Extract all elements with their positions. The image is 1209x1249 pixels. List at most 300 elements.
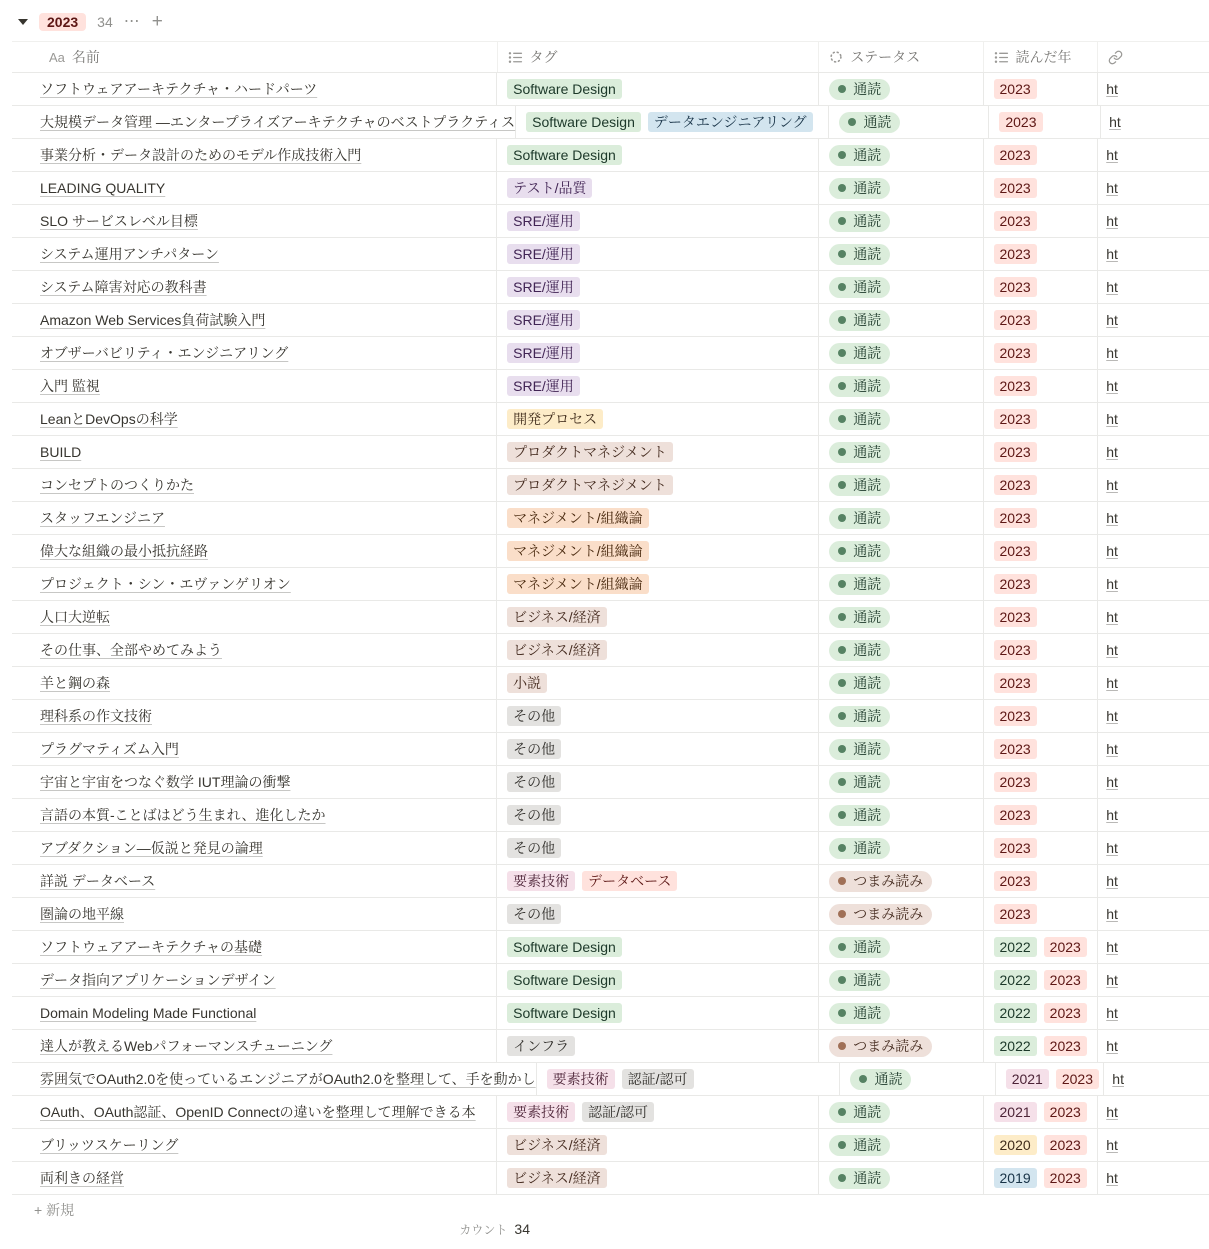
url-link[interactable]: ht xyxy=(1106,279,1118,295)
url-cell[interactable] xyxy=(1098,997,1209,1029)
url-link[interactable]: ht xyxy=(1106,477,1118,493)
year-cell[interactable] xyxy=(984,469,1099,501)
table-row[interactable] xyxy=(12,370,1209,403)
url-cell[interactable] xyxy=(1098,304,1209,336)
year-pill: 2023 xyxy=(994,244,1037,264)
status-pill xyxy=(829,904,932,925)
url-link[interactable]: ht xyxy=(1106,972,1118,988)
column-header-year[interactable] xyxy=(984,42,1099,72)
url-cell[interactable] xyxy=(1098,865,1209,897)
url-cell[interactable] xyxy=(1098,271,1209,303)
year-cell[interactable] xyxy=(984,931,1099,963)
status-cell[interactable] xyxy=(819,601,983,633)
table-row[interactable] xyxy=(12,469,1209,502)
name-cell[interactable] xyxy=(12,1063,537,1095)
table-row[interactable] xyxy=(12,271,1209,304)
tag-pill: データベース xyxy=(582,871,677,891)
page-title-link[interactable]: 羊と鋼の森 xyxy=(40,675,110,691)
name-cell[interactable] xyxy=(12,370,497,402)
group-collapse-toggle-icon[interactable] xyxy=(18,19,28,25)
tags-cell[interactable] xyxy=(497,502,819,534)
table-row[interactable] xyxy=(12,436,1209,469)
tags-cell[interactable] xyxy=(497,271,819,303)
url-cell[interactable] xyxy=(1098,469,1209,501)
url-cell[interactable] xyxy=(1098,568,1209,600)
name-cell[interactable] xyxy=(12,733,497,765)
tags-cell[interactable] xyxy=(497,370,819,402)
url-link[interactable]: ht xyxy=(1106,741,1118,757)
year-cell[interactable] xyxy=(984,898,1099,930)
page-title-link[interactable]: 理科系の作文技術 xyxy=(40,708,152,724)
year-pill: 2019 xyxy=(994,1168,1037,1188)
tags-cell[interactable] xyxy=(497,832,819,864)
column-header-url[interactable] xyxy=(1098,42,1209,72)
year-cell[interactable] xyxy=(984,634,1099,666)
table-row[interactable] xyxy=(12,304,1209,337)
table-row[interactable] xyxy=(12,568,1209,601)
page-title-link[interactable]: システム障害対応の教科書 xyxy=(40,279,207,295)
status-cell[interactable] xyxy=(819,1096,983,1128)
status-cell[interactable] xyxy=(819,997,983,1029)
year-pill: 2023 xyxy=(1044,1168,1087,1188)
url-cell[interactable] xyxy=(1098,370,1209,402)
url-link[interactable]: ht xyxy=(1106,1005,1118,1021)
table-row[interactable] xyxy=(12,997,1209,1030)
year-cell[interactable] xyxy=(984,766,1099,798)
name-cell[interactable] xyxy=(12,634,497,666)
status-cell[interactable] xyxy=(819,832,983,864)
year-cell[interactable] xyxy=(984,337,1099,369)
status-label: 通読 xyxy=(853,642,882,658)
status-cell[interactable] xyxy=(840,1063,995,1095)
name-cell[interactable] xyxy=(12,931,497,963)
url-link[interactable]: ht xyxy=(1106,411,1118,427)
url-link[interactable]: ht xyxy=(1106,213,1118,229)
status-cell[interactable] xyxy=(819,799,983,831)
url-link[interactable]: ht xyxy=(1106,873,1118,889)
name-cell[interactable] xyxy=(12,139,497,171)
url-link[interactable]: ht xyxy=(1106,906,1118,922)
page-title-link[interactable]: 達人が教えるWebパフォーマンスチューニング xyxy=(40,1038,333,1054)
url-link[interactable]: ht xyxy=(1106,312,1118,328)
status-cell[interactable] xyxy=(819,304,983,336)
url-cell[interactable] xyxy=(1098,337,1209,369)
url-cell[interactable] xyxy=(1104,1063,1209,1095)
year-cell[interactable] xyxy=(984,568,1099,600)
url-cell[interactable] xyxy=(1098,205,1209,237)
column-header-status[interactable] xyxy=(819,42,983,72)
status-cell[interactable] xyxy=(819,1162,983,1194)
page-title-link[interactable]: 人口大逆転 xyxy=(40,609,110,625)
page-title-link[interactable]: コンセプトのつくりかた xyxy=(40,477,194,493)
url-link[interactable]: ht xyxy=(1106,510,1118,526)
url-link[interactable]: ht xyxy=(1106,1104,1118,1120)
table-row[interactable] xyxy=(12,139,1209,172)
name-cell[interactable] xyxy=(12,1162,497,1194)
table-row[interactable] xyxy=(12,73,1209,106)
year-cell[interactable] xyxy=(984,832,1099,864)
year-cell[interactable] xyxy=(984,139,1099,171)
url-cell[interactable] xyxy=(1098,931,1209,963)
status-cell[interactable] xyxy=(819,733,983,765)
url-link[interactable]: ht xyxy=(1106,1170,1118,1186)
page-title-link[interactable]: 事業分析・データ設計のためのモデル作成技術入門 xyxy=(40,147,362,163)
url-cell[interactable] xyxy=(1098,766,1209,798)
name-cell[interactable] xyxy=(12,205,497,237)
url-cell[interactable] xyxy=(1098,502,1209,534)
url-link[interactable]: ht xyxy=(1106,180,1118,196)
group-add-row-button[interactable]: + xyxy=(151,11,164,32)
year-cell[interactable] xyxy=(984,997,1099,1029)
tags-cell[interactable] xyxy=(497,766,819,798)
status-cell[interactable] xyxy=(819,502,983,534)
url-link[interactable]: ht xyxy=(1106,774,1118,790)
url-cell[interactable] xyxy=(1098,535,1209,567)
status-cell[interactable] xyxy=(819,667,983,699)
table-row[interactable] xyxy=(12,106,1209,139)
page-title-link[interactable]: オブザーバビリティ・エンジニアリング xyxy=(40,345,289,361)
page-title-link[interactable]: OAuth、OAuth認証、OpenID Connectの違いを整理して理解できる本 xyxy=(40,1104,476,1120)
url-link[interactable]: ht xyxy=(1106,81,1118,97)
url-link[interactable]: ht xyxy=(1106,378,1118,394)
url-cell[interactable] xyxy=(1098,139,1209,171)
page-title-link[interactable]: システム運用アンチパターン xyxy=(40,246,219,262)
year-cell[interactable] xyxy=(984,1096,1099,1128)
name-cell[interactable] xyxy=(12,1030,497,1062)
tag-pill: マネジメント/組織論 xyxy=(507,574,648,594)
tags-cell[interactable] xyxy=(497,799,819,831)
tags-cell[interactable] xyxy=(497,436,819,468)
year-cell[interactable] xyxy=(984,304,1099,336)
tags-cell[interactable] xyxy=(497,73,819,105)
name-cell[interactable] xyxy=(12,403,497,435)
status-cell[interactable] xyxy=(819,700,983,732)
status-cell[interactable] xyxy=(819,898,983,930)
status-cell[interactable] xyxy=(819,964,983,996)
status-cell[interactable] xyxy=(819,568,983,600)
name-cell[interactable] xyxy=(12,337,497,369)
url-link[interactable]: ht xyxy=(1106,147,1118,163)
status-cell[interactable] xyxy=(819,436,983,468)
table-row[interactable] xyxy=(12,502,1209,535)
tags-cell[interactable] xyxy=(497,634,819,666)
year-cell[interactable] xyxy=(996,1063,1105,1095)
name-cell[interactable] xyxy=(12,1096,497,1128)
url-cell[interactable] xyxy=(1098,172,1209,204)
name-cell[interactable] xyxy=(12,865,497,897)
name-cell[interactable] xyxy=(12,766,497,798)
tags-cell[interactable] xyxy=(497,535,819,567)
year-cell[interactable] xyxy=(989,106,1101,138)
tags-cell[interactable] xyxy=(516,106,829,138)
year-cell[interactable] xyxy=(984,1162,1099,1194)
url-cell[interactable] xyxy=(1098,403,1209,435)
status-cell[interactable] xyxy=(819,865,983,897)
url-link[interactable]: ht xyxy=(1106,675,1118,691)
tags-cell[interactable] xyxy=(497,898,819,930)
url-link[interactable]: ht xyxy=(1106,444,1118,460)
page-title-link[interactable]: アブダクション—仮説と発見の論理 xyxy=(40,840,263,856)
name-cell[interactable] xyxy=(12,238,497,270)
name-cell[interactable] xyxy=(12,832,497,864)
page-title-link[interactable]: Amazon Web Services負荷試験入門 xyxy=(40,312,266,328)
name-cell[interactable] xyxy=(12,997,497,1029)
table-row[interactable] xyxy=(12,964,1209,997)
group-more-button[interactable]: ⋯ xyxy=(123,13,141,30)
status-cell[interactable] xyxy=(819,1129,983,1161)
name-cell[interactable] xyxy=(12,106,516,138)
url-link[interactable]: ht xyxy=(1109,114,1121,130)
status-cell[interactable] xyxy=(819,172,983,204)
year-pill: 2023 xyxy=(994,475,1037,495)
status-cell[interactable] xyxy=(819,238,983,270)
url-link[interactable]: ht xyxy=(1106,939,1118,955)
name-cell[interactable] xyxy=(12,667,497,699)
group-title-pill[interactable]: 2023 xyxy=(39,13,86,31)
name-cell[interactable] xyxy=(12,601,497,633)
tags-cell[interactable] xyxy=(497,700,819,732)
table-row[interactable] xyxy=(12,799,1209,832)
url-cell[interactable] xyxy=(1098,634,1209,666)
link-icon xyxy=(1108,50,1123,65)
year-cell[interactable] xyxy=(984,403,1099,435)
url-cell[interactable] xyxy=(1098,1096,1209,1128)
year-cell[interactable] xyxy=(984,1129,1099,1161)
name-cell[interactable] xyxy=(12,535,497,567)
add-new-row-button[interactable] xyxy=(12,1200,1209,1218)
tags-cell[interactable] xyxy=(497,469,819,501)
tags-cell[interactable] xyxy=(497,865,819,897)
year-cell[interactable] xyxy=(984,370,1099,402)
status-cell[interactable] xyxy=(819,535,983,567)
table-row[interactable] xyxy=(12,832,1209,865)
name-cell[interactable] xyxy=(12,436,497,468)
table-row[interactable] xyxy=(12,733,1209,766)
url-link[interactable]: ht xyxy=(1106,708,1118,724)
year-cell[interactable] xyxy=(984,601,1099,633)
year-cell[interactable] xyxy=(984,436,1099,468)
page-title-link[interactable]: 大規模データ管理 —エンタープライズアーキテクチャのベストプラクティス xyxy=(40,114,516,130)
tags-cell[interactable] xyxy=(497,1162,819,1194)
text-property-icon: Aa xyxy=(49,49,65,65)
url-link[interactable]: ht xyxy=(1112,1071,1124,1087)
status-label: 通読 xyxy=(853,807,882,823)
name-cell[interactable] xyxy=(12,271,497,303)
url-cell[interactable] xyxy=(1098,964,1209,996)
page-title-link[interactable]: SLO サービスレベル目標 xyxy=(40,213,198,229)
url-link[interactable]: ht xyxy=(1106,609,1118,625)
year-cell[interactable] xyxy=(984,1030,1099,1062)
url-cell[interactable] xyxy=(1098,700,1209,732)
url-link[interactable]: ht xyxy=(1106,345,1118,361)
page-title-link[interactable]: BUILD xyxy=(40,444,82,460)
name-cell[interactable] xyxy=(12,304,497,336)
tags-cell[interactable] xyxy=(497,172,819,204)
status-cell[interactable] xyxy=(819,469,983,501)
year-cell[interactable] xyxy=(984,172,1099,204)
page-title-link[interactable]: Domain Modeling Made Functional xyxy=(40,1005,257,1021)
table-row[interactable] xyxy=(12,634,1209,667)
url-cell[interactable] xyxy=(1098,1129,1209,1161)
page-title-link[interactable]: 宇宙と宇宙をつなぐ数学 IUT理論の衝撃 xyxy=(40,774,291,790)
url-cell[interactable] xyxy=(1098,832,1209,864)
table-row[interactable] xyxy=(12,898,1209,931)
page-title-link[interactable]: ソフトウェアアーキテクチャ・ハードパーツ xyxy=(40,81,318,97)
year-cell[interactable] xyxy=(984,238,1099,270)
table-row[interactable] xyxy=(12,601,1209,634)
tags-cell[interactable] xyxy=(497,601,819,633)
status-cell[interactable] xyxy=(819,1030,983,1062)
url-cell[interactable] xyxy=(1098,898,1209,930)
tags-cell[interactable] xyxy=(497,139,819,171)
page-title-link[interactable]: ソフトウェアアーキテクチャの基礎 xyxy=(40,939,263,955)
status-cell[interactable] xyxy=(819,73,983,105)
status-cell[interactable] xyxy=(819,766,983,798)
year-cell[interactable] xyxy=(984,865,1099,897)
tag-pill: Software Design xyxy=(507,1003,622,1023)
year-cell[interactable] xyxy=(984,700,1099,732)
status-pill xyxy=(850,1069,911,1090)
url-link[interactable]: ht xyxy=(1106,543,1118,559)
tags-cell[interactable] xyxy=(497,931,819,963)
page-title-link[interactable]: 言語の本質-ことばはどう生まれ、進化したか xyxy=(40,807,326,823)
table-row[interactable] xyxy=(12,700,1209,733)
year-cell[interactable] xyxy=(984,535,1099,567)
tags-cell[interactable] xyxy=(497,667,819,699)
table-row[interactable] xyxy=(12,1162,1209,1195)
table-row[interactable] xyxy=(12,238,1209,271)
table-row[interactable] xyxy=(12,205,1209,238)
tags-cell[interactable] xyxy=(497,1030,819,1062)
status-cell[interactable] xyxy=(819,931,983,963)
url-cell[interactable] xyxy=(1098,73,1209,105)
year-cell[interactable] xyxy=(984,733,1099,765)
year-cell[interactable] xyxy=(984,502,1099,534)
page-title-link[interactable]: スタッフエンジニア xyxy=(40,510,165,526)
tags-cell[interactable] xyxy=(497,568,819,600)
name-cell[interactable] xyxy=(12,1129,497,1161)
status-cell[interactable] xyxy=(819,403,983,435)
page-title-link[interactable]: プラグマティズム入門 xyxy=(40,741,179,757)
page-title-link[interactable]: その仕事、全部やめてみよう xyxy=(40,642,222,658)
tags-cell[interactable] xyxy=(497,1096,819,1128)
year-cell[interactable] xyxy=(984,799,1099,831)
page-title-link[interactable]: 雰囲気でOAuth2.0を使っているエンジニアがOAuth2.0を整理して、手を動かし xyxy=(40,1071,536,1087)
name-cell[interactable] xyxy=(12,172,497,204)
year-cell[interactable] xyxy=(984,271,1099,303)
status-cell[interactable] xyxy=(819,337,983,369)
name-cell[interactable] xyxy=(12,73,497,105)
url-cell[interactable] xyxy=(1098,799,1209,831)
url-cell[interactable] xyxy=(1098,238,1209,270)
tags-cell[interactable] xyxy=(497,964,819,996)
status-cell[interactable] xyxy=(829,106,989,138)
status-cell[interactable] xyxy=(819,139,983,171)
name-cell[interactable] xyxy=(12,700,497,732)
table-row[interactable] xyxy=(12,931,1209,964)
tags-cell[interactable] xyxy=(497,205,819,237)
name-cell[interactable] xyxy=(12,898,497,930)
url-link[interactable]: ht xyxy=(1106,1137,1118,1153)
url-cell[interactable] xyxy=(1098,436,1209,468)
table-row[interactable] xyxy=(12,766,1209,799)
name-cell[interactable] xyxy=(12,964,497,996)
status-label: 通読 xyxy=(853,345,882,361)
page-title-link[interactable]: 偉大な組織の最小抵抗経路 xyxy=(40,543,208,559)
year-cell[interactable] xyxy=(984,964,1099,996)
count-calc[interactable] xyxy=(0,1221,538,1238)
status-cell[interactable] xyxy=(819,370,983,402)
status-cell[interactable] xyxy=(819,271,983,303)
url-link[interactable]: ht xyxy=(1106,246,1118,262)
table-row[interactable] xyxy=(12,403,1209,436)
url-cell[interactable] xyxy=(1098,667,1209,699)
tags-cell[interactable] xyxy=(497,238,819,270)
year-cell[interactable] xyxy=(984,205,1099,237)
year-cell[interactable] xyxy=(984,73,1099,105)
table-row[interactable] xyxy=(12,172,1209,205)
table-row[interactable] xyxy=(12,1129,1209,1162)
url-cell[interactable] xyxy=(1098,1030,1209,1062)
status-cell[interactable] xyxy=(819,205,983,237)
url-cell[interactable] xyxy=(1098,733,1209,765)
url-link[interactable]: ht xyxy=(1106,1038,1118,1054)
page-title-link[interactable]: ブリッツスケーリング xyxy=(40,1137,179,1153)
table-row[interactable] xyxy=(12,1063,1209,1096)
table-row[interactable] xyxy=(12,337,1209,370)
url-link[interactable]: ht xyxy=(1106,576,1118,592)
url-link[interactable]: ht xyxy=(1106,642,1118,658)
tags-cell[interactable] xyxy=(497,403,819,435)
tags-cell[interactable] xyxy=(497,997,819,1029)
page-title-link[interactable]: データ指向アプリケーションデザイン xyxy=(40,972,276,988)
year-pill: 2023 xyxy=(1056,1069,1099,1089)
url-cell[interactable] xyxy=(1101,106,1209,138)
year-cell[interactable] xyxy=(984,667,1099,699)
tags-cell[interactable] xyxy=(497,1129,819,1161)
page-title-link[interactable]: LeanとDevOpsの科学 xyxy=(40,411,178,427)
table-row[interactable] xyxy=(12,1030,1209,1063)
page-title-link[interactable]: 両利きの経営 xyxy=(40,1170,124,1186)
status-cell[interactable] xyxy=(819,634,983,666)
page-title-link[interactable]: 圏論の地平線 xyxy=(40,906,124,922)
name-cell[interactable] xyxy=(12,568,497,600)
name-cell[interactable] xyxy=(12,799,497,831)
tags-cell[interactable] xyxy=(497,337,819,369)
table-row[interactable] xyxy=(12,1096,1209,1129)
table-row[interactable] xyxy=(12,535,1209,568)
status-label: 通読 xyxy=(853,180,882,196)
column-header-name[interactable] xyxy=(12,42,498,72)
url-cell[interactable] xyxy=(1098,1162,1209,1194)
name-cell[interactable] xyxy=(12,469,497,501)
tags-cell[interactable] xyxy=(537,1063,841,1095)
page-title-link[interactable]: LEADING QUALITY xyxy=(40,180,166,196)
url-link[interactable]: ht xyxy=(1106,807,1118,823)
status-dot-icon xyxy=(838,382,846,390)
page-title-link[interactable]: 詳説 データベース xyxy=(40,873,156,889)
tags-cell[interactable] xyxy=(497,733,819,765)
table-row[interactable] xyxy=(12,667,1209,700)
name-cell[interactable] xyxy=(12,502,497,534)
column-header-tags[interactable] xyxy=(498,42,820,72)
table-row[interactable] xyxy=(12,865,1209,898)
url-link[interactable]: ht xyxy=(1106,840,1118,856)
url-cell[interactable] xyxy=(1098,601,1209,633)
page-title-link[interactable]: 入門 監視 xyxy=(40,378,100,394)
tags-cell[interactable] xyxy=(497,304,819,336)
page-title-link[interactable]: プロジェクト・シン・エヴァンゲリオン xyxy=(40,576,291,592)
